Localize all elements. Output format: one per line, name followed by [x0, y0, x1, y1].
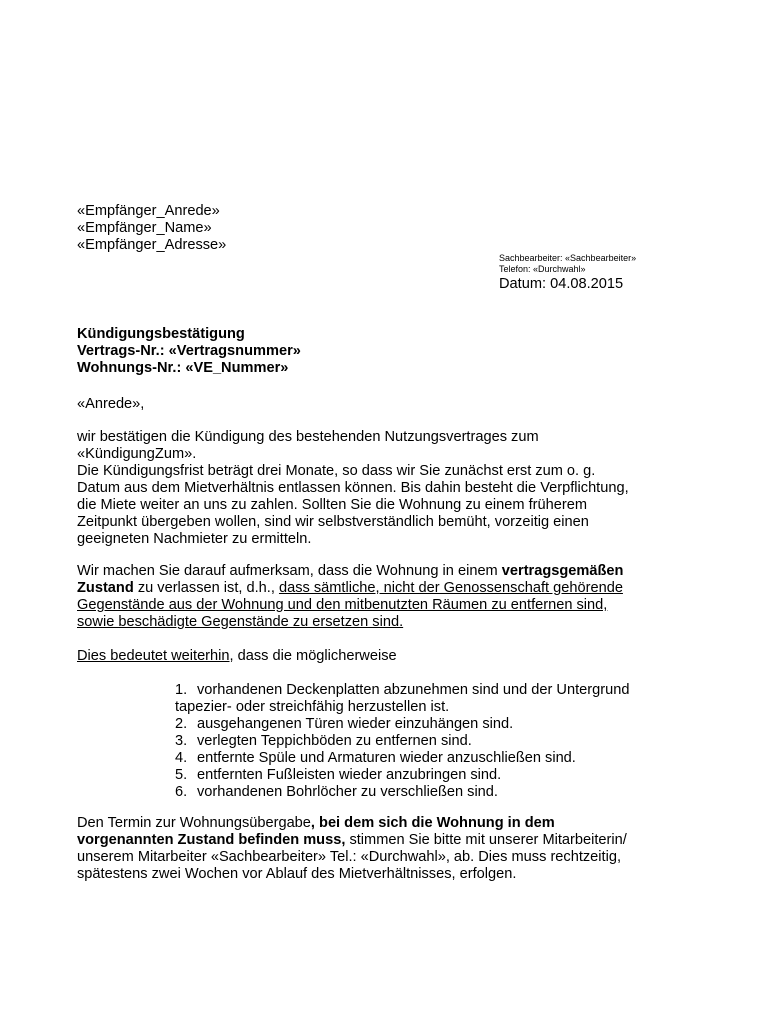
- list-item: [175, 716, 695, 733]
- list-number: 2.: [175, 716, 188, 732]
- phone-line: Telefon: «Durchwahl»: [499, 264, 586, 274]
- list-item: [175, 784, 695, 801]
- text-run: stimmen Sie bitte mit unserer Mitarbeiterin/: [345, 832, 627, 848]
- letter-salutation: «Anrede»,: [77, 396, 145, 412]
- paragraph-line: Gegenstände aus der Wohnung und den mitbenutzten Räumen zu entfernen sind,: [77, 597, 608, 613]
- letter-date: Datum: 04.08.2015: [499, 276, 624, 292]
- paragraph-line: [77, 580, 677, 597]
- subject-block: [77, 326, 677, 377]
- list-item: [175, 767, 695, 784]
- paragraph-line: unserem Mitarbeiter «Sachbearbeiter» Tel.: «Durchwahl», ab. Dies muss rechtzeitig,: [77, 849, 622, 865]
- list-text: entfernten Fußleisten wieder anzubringen sind.: [197, 767, 502, 783]
- list-item: [175, 733, 695, 750]
- paragraph-line: [77, 815, 677, 832]
- paragraph-line: [77, 832, 677, 849]
- paragraph-line: sowie beschädigte Gegenstände zu ersetzen sind.: [77, 614, 404, 630]
- underlined-run: dass sämtliche, nicht der Genossenschaft gehörende: [278, 580, 623, 596]
- paragraph-handover: [77, 815, 677, 883]
- paragraph-line: spätestens zwei Wochen vor Ablauf des Mietverhältnisses, erfolgen.: [77, 866, 517, 882]
- text-run: Wir machen Sie darauf aufmerksam, dass die Wohnung in einem: [77, 563, 502, 579]
- paragraph-line: wir bestätigen die Kündigung des bestehenden Nutzungsvertrages zum: [77, 429, 539, 445]
- text-run: zu verlassen ist, d.h.,: [133, 580, 279, 596]
- list-number: 4.: [175, 750, 188, 766]
- paragraph-line: geeigneten Nachmieter zu ermitteln.: [77, 531, 312, 547]
- paragraph-line: Die Kündigungsfrist beträgt drei Monate, so dass wir Sie zunächst erst zum o. g.: [77, 463, 596, 479]
- clerk-line: Sachbearbeiter: «Sachbearbeiter»: [499, 253, 637, 263]
- list-number: 3.: [175, 733, 188, 749]
- list-number: 6.: [175, 784, 188, 800]
- numbered-list: [175, 682, 695, 801]
- bold-run: , bei dem sich die Wohnung in dem: [310, 815, 555, 831]
- paragraph-line: Datum aus dem Mietverhältnis entlassen können. Bis dahin besteht die Verpflichtung,: [77, 480, 629, 496]
- apartment-number: Wohnungs-Nr.: «VE_Nummer»: [77, 360, 289, 376]
- list-text: ausgehangenen Türen wieder einzuhängen sind.: [197, 716, 514, 732]
- subject-title: Kündigungsbestätigung: [77, 326, 245, 342]
- paragraph-line: [77, 648, 677, 665]
- list-number: 5.: [175, 767, 188, 783]
- list-number: 1.: [175, 682, 188, 698]
- bold-run: vorgenannten Zustand befinden muss,: [77, 832, 346, 848]
- list-item: [175, 699, 695, 716]
- paragraph-confirmation: [77, 429, 677, 548]
- recipient-name: «Empfänger_Name»: [77, 220, 212, 236]
- bold-run: vertragsgemäßen: [501, 563, 624, 579]
- list-text: vorhandenen Bohrlöcher zu verschließen sind.: [197, 784, 498, 800]
- list-item: [175, 750, 695, 767]
- paragraph-line: Zeitpunkt übergeben wollen, sind wir selbstverständlich bemüht, vorzeitig einen: [77, 514, 589, 530]
- recipient-address: «Empfänger_Adresse»: [77, 237, 227, 253]
- recipient-address-block: [77, 203, 677, 254]
- text-run: , dass die möglicherweise: [229, 648, 397, 664]
- text-run: Den Termin zur Wohnungsübergabe: [77, 815, 311, 831]
- paragraph-intro-list: [77, 648, 677, 665]
- bold-run: Zustand: [77, 580, 134, 596]
- recipient-salutation: «Empfänger_Anrede»: [77, 203, 220, 219]
- underlined-run: Dies bedeutet weiterhin: [77, 648, 230, 664]
- list-text: vorhandenen Deckenplatten abzunehmen sind und der Untergrund: [197, 682, 630, 698]
- list-text: verlegten Teppichböden zu entfernen sind.: [197, 733, 472, 749]
- contract-number: Vertrags-Nr.: «Vertragsnummer»: [77, 343, 301, 359]
- paragraph-line: «KündigungZum».: [77, 446, 197, 462]
- list-text: entfernte Spüle und Armaturen wieder anzuschließen sind.: [197, 750, 576, 766]
- paragraph-line: [77, 563, 677, 580]
- list-item: [175, 682, 695, 699]
- list-text: tapezier- oder streichfähig herzustellen ist.: [175, 699, 450, 715]
- paragraph-condition: [77, 563, 677, 631]
- sender-info-block: [499, 253, 636, 275]
- paragraph-line: die Miete weiter an uns zu zahlen. Sollten Sie die Wohnung zu einem früherem: [77, 497, 587, 513]
